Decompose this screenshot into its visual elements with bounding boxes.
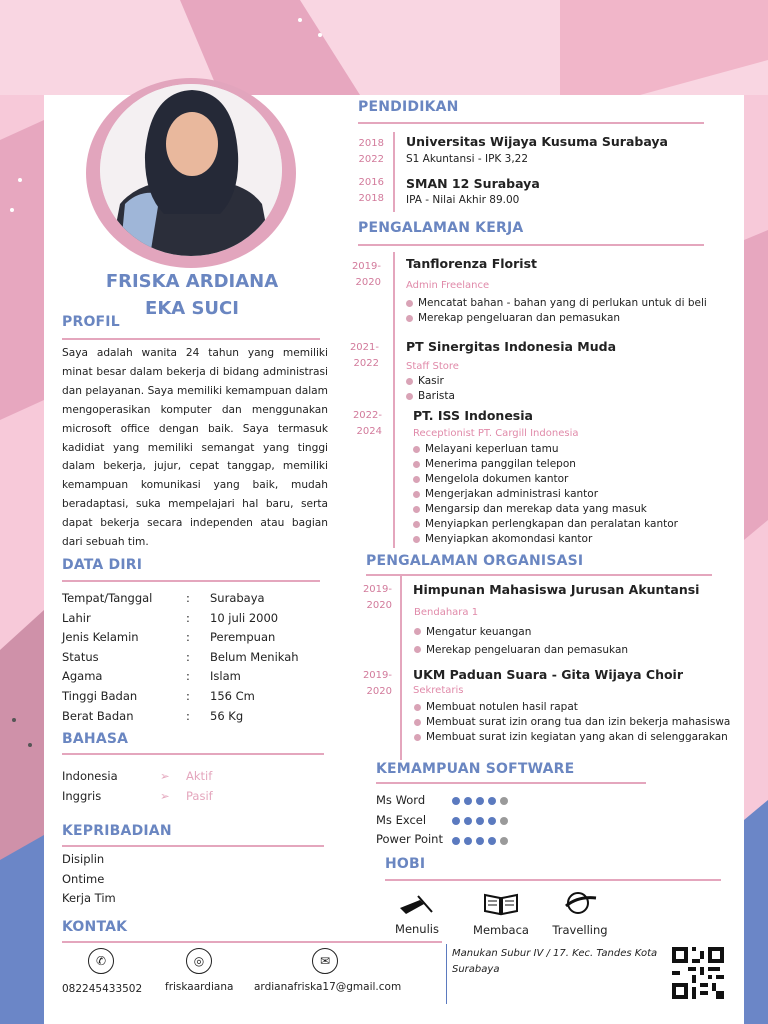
job-duties bbox=[406, 296, 707, 326]
edu-year-start: 2016 bbox=[358, 177, 384, 188]
org-title: Himpunan Mahasiswa Jurusan Akuntansi bbox=[413, 582, 700, 597]
organisasi-timeline bbox=[400, 576, 402, 760]
kepribadian-item: Disiplin bbox=[62, 852, 105, 866]
rating-dot bbox=[452, 837, 460, 845]
org-duty: Merekap pengeluaran dan pemasukan bbox=[414, 642, 628, 660]
data-diri-value: 156 Cm bbox=[210, 688, 255, 703]
rating-dot bbox=[500, 837, 508, 845]
job-role: Receptionist PT. Cargill Indonesia bbox=[413, 428, 579, 439]
job-title: Tanflorenza Florist bbox=[406, 256, 537, 271]
edu-year-end: 2018 bbox=[358, 193, 384, 204]
organisasi-rule bbox=[366, 574, 712, 576]
qr-code-icon bbox=[672, 947, 724, 999]
job-year-end: 2024 bbox=[356, 426, 382, 437]
bahasa-heading: BAHASA bbox=[62, 731, 129, 747]
software-rating bbox=[452, 837, 508, 845]
contact-instagram[interactable]: friskaardiana bbox=[165, 981, 234, 993]
kepribadian-rule bbox=[62, 845, 324, 847]
job-duty: Menyiapkan akomondasi kantor bbox=[413, 532, 678, 547]
job-duty: Kasir bbox=[406, 374, 455, 389]
rating-dot bbox=[488, 817, 496, 825]
software-heading: KEMAMPUAN SOFTWARE bbox=[376, 761, 575, 777]
bahasa-levels bbox=[186, 766, 213, 806]
org-year-end: 2020 bbox=[366, 600, 392, 611]
job-duties bbox=[413, 442, 678, 547]
data-diri-sep: : bbox=[186, 591, 190, 605]
pendidikan-heading: PENDIDIKAN bbox=[358, 99, 459, 115]
email-icon: ✉ bbox=[312, 948, 338, 974]
job-duty: Mengelola dokumen kantor bbox=[413, 472, 678, 487]
org-duty: Membuat surat izin orang tua dan izin bekerja mahasiswa bbox=[414, 715, 730, 730]
org-duty: Membuat surat izin kegiatan yang akan di selenggarakan bbox=[414, 730, 730, 745]
contact-email[interactable]: ardianafriska17@gmail.com bbox=[254, 981, 402, 993]
arrow-icon: ➢ bbox=[160, 769, 170, 783]
org-title: UKM Paduan Suara - Gita Wijaya Choir bbox=[413, 667, 684, 682]
data-diri-separators bbox=[186, 589, 190, 726]
org-year-start: 2019- bbox=[362, 584, 392, 595]
software-name: Power Point bbox=[376, 832, 443, 846]
edu-year bbox=[344, 136, 384, 168]
kerja-heading: PENGALAMAN KERJA bbox=[358, 220, 524, 236]
kontak-heading: KONTAK bbox=[62, 919, 128, 935]
edu-title: Universitas Wijaya Kusuma Surabaya bbox=[406, 134, 668, 149]
job-duty: Mengerjakan administrasi kantor bbox=[413, 487, 678, 502]
job-title: PT Sinergitas Indonesia Muda bbox=[406, 339, 616, 354]
job-duty: Mencatat bahan - bahan yang di perlukan untuk di beli bbox=[406, 296, 707, 311]
job-role: Staff Store bbox=[406, 361, 459, 372]
bahasa-arrows bbox=[160, 766, 170, 806]
job-role: Admin Freelance bbox=[406, 280, 490, 291]
edu-sub: S1 Akuntansi - IPK 3,22 bbox=[406, 153, 529, 165]
data-diri-label: Tinggi Badan bbox=[62, 688, 138, 703]
data-diri-labels bbox=[62, 589, 152, 726]
org-duties bbox=[414, 700, 730, 745]
kerja-rule bbox=[358, 244, 704, 246]
pendidikan-rule bbox=[358, 122, 704, 124]
data-diri-sep: : bbox=[186, 610, 190, 625]
edu-year bbox=[344, 175, 384, 207]
org-role: Bendahara 1 bbox=[414, 607, 479, 618]
pendidikan-timeline bbox=[393, 132, 395, 212]
profil-text: Saya adalah wanita 24 tahun yang memiliki minat besar dalam bekerja di bidang administrasi dan pelayanan. Saya memiliki kemampuan dalam mengoperasikan komputer dan menggunakan microsoft office dengan baik. Saya termasuk kadidiat yang memiliki semangat yang tinggi dalam bekerja, jujur, cepat tanggap, memiliki kemampuan komunikasi yang baik, mudah beradaptasi, suka mempelajari hal baru, serta dapat bekerja secara independen atau bagian dari sebuah tim. bbox=[62, 347, 328, 549]
data-diri-label: Jenis Kelamin bbox=[62, 630, 139, 645]
job-year bbox=[342, 408, 382, 440]
data-diri-sep: : bbox=[186, 669, 190, 684]
data-diri-label: Agama bbox=[62, 669, 103, 684]
rating-dot bbox=[488, 837, 496, 845]
bahasa-lang: Inggris bbox=[62, 789, 102, 803]
job-year-end: 2020 bbox=[355, 277, 381, 288]
rating-dot bbox=[452, 817, 460, 825]
edu-title: SMAN 12 Surabaya bbox=[406, 176, 540, 191]
data-diri-value: Perempuan bbox=[210, 630, 276, 645]
org-year-start: 2019- bbox=[362, 670, 392, 681]
rating-dot bbox=[500, 797, 508, 805]
bahasa-level: Pasif bbox=[186, 789, 213, 803]
kepribadian-item: Ontime bbox=[62, 871, 105, 886]
rating-dot bbox=[476, 797, 484, 805]
software-list bbox=[376, 791, 443, 850]
org-role: Sekretaris bbox=[413, 685, 464, 696]
software-name: Ms Excel bbox=[376, 812, 427, 827]
org-duties bbox=[414, 624, 628, 660]
job-duty: Menerima panggilan telepon bbox=[413, 457, 678, 472]
job-year-start: 2021- bbox=[349, 342, 379, 353]
hobi-rule bbox=[385, 879, 721, 881]
hobby-label: Menulis bbox=[395, 922, 439, 936]
kontak-rule bbox=[62, 941, 442, 943]
hobi-heading: HOBI bbox=[385, 856, 426, 872]
rating-dot bbox=[488, 797, 496, 805]
rating-dot bbox=[500, 817, 508, 825]
org-duty: Mengatur keuangan bbox=[414, 624, 628, 642]
kepribadian-list bbox=[62, 850, 116, 909]
rating-dot bbox=[464, 837, 472, 845]
job-title: PT. ISS Indonesia bbox=[413, 408, 533, 423]
data-diri-value: 56 Kg bbox=[210, 708, 244, 723]
kerja-timeline bbox=[393, 252, 395, 548]
kontak-divider bbox=[446, 944, 447, 1004]
job-year-end: 2022 bbox=[353, 358, 379, 369]
job-duty: Melayani keperluan tamu bbox=[413, 442, 678, 457]
job-duty: Merekap pengeluaran dan pemasukan bbox=[406, 311, 707, 326]
person-name-line2: EKA SUCI bbox=[145, 298, 239, 319]
job-year bbox=[341, 259, 381, 291]
rating-dot bbox=[452, 797, 460, 805]
job-duties bbox=[406, 374, 455, 404]
data-diri-value: Surabaya bbox=[210, 591, 265, 605]
phone-icon: ✆ bbox=[88, 948, 114, 974]
job-year bbox=[339, 340, 379, 372]
bahasa-list bbox=[62, 766, 118, 806]
data-diri-label: Berat Badan bbox=[62, 708, 134, 723]
job-duty: Barista bbox=[406, 389, 455, 404]
airplane-globe-icon bbox=[562, 890, 598, 916]
rating-dot bbox=[464, 817, 472, 825]
writing-hand-icon bbox=[398, 890, 434, 918]
software-rule bbox=[376, 782, 646, 784]
data-diri-heading: DATA DIRI bbox=[62, 557, 143, 573]
profil-rule bbox=[62, 338, 320, 340]
job-year-start: 2019- bbox=[351, 261, 381, 272]
hobby-label: Membaca bbox=[473, 923, 529, 937]
contact-phone[interactable]: 082245433502 bbox=[62, 983, 143, 995]
rating-dot bbox=[476, 837, 484, 845]
instagram-icon: ◎ bbox=[186, 948, 212, 974]
data-diri-value: Belum Menikah bbox=[210, 649, 299, 664]
hobby-label: Travelling bbox=[552, 923, 608, 937]
org-year bbox=[352, 582, 392, 614]
bahasa-level: Aktif bbox=[186, 769, 213, 783]
edu-sub: IPA - Nilai Akhir 89.00 bbox=[406, 194, 520, 206]
data-diri-label: Status bbox=[62, 649, 99, 664]
data-diri-sep: : bbox=[186, 688, 190, 703]
person-name-line1: FRISKA ARDIANA bbox=[105, 271, 279, 292]
data-diri-label: Lahir bbox=[62, 610, 91, 625]
rating-dot bbox=[464, 797, 472, 805]
arrow-icon: ➢ bbox=[160, 789, 170, 803]
data-diri-sep: : bbox=[186, 708, 190, 723]
data-diri-sep: : bbox=[186, 649, 190, 664]
software-name: Ms Word bbox=[376, 793, 426, 807]
kepribadian-heading: KEPRIBADIAN bbox=[62, 823, 172, 839]
job-duty: Mengarsip dan merekap data yang masuk bbox=[413, 502, 678, 517]
org-duty: Membuat notulen hasil rapat bbox=[414, 700, 730, 715]
edu-year-start: 2018 bbox=[358, 138, 384, 149]
bahasa-rule bbox=[62, 753, 324, 755]
data-diri-value: 10 juli 2000 bbox=[210, 610, 279, 625]
bahasa-lang: Indonesia bbox=[62, 769, 118, 783]
data-diri-label: Tempat/Tanggal bbox=[62, 591, 153, 605]
profile-photo bbox=[100, 84, 282, 256]
job-year-start: 2022- bbox=[352, 410, 382, 421]
person-silhouette-icon bbox=[100, 84, 282, 256]
profil-heading: PROFIL bbox=[62, 314, 120, 330]
org-year-end: 2020 bbox=[366, 686, 392, 697]
edu-year-end: 2022 bbox=[358, 154, 384, 165]
data-diri-sep: : bbox=[186, 630, 190, 645]
job-duty: Menyiapkan perlengkapan dan peralatan kantor bbox=[413, 517, 678, 532]
data-diri-rule bbox=[62, 580, 320, 582]
rating-dot bbox=[476, 817, 484, 825]
org-year bbox=[352, 668, 392, 700]
software-rating bbox=[452, 817, 508, 825]
contact-address: Manukan Subur IV / 17. Kec. Tandes Kota Surabaya bbox=[452, 948, 658, 975]
data-diri-values bbox=[210, 589, 299, 726]
data-diri-value: Islam bbox=[210, 669, 241, 684]
kepribadian-item: Kerja Tim bbox=[62, 891, 116, 906]
software-rating bbox=[452, 797, 508, 805]
organisasi-heading: PENGALAMAN ORGANISASI bbox=[366, 553, 584, 569]
open-book-icon bbox=[483, 892, 519, 916]
